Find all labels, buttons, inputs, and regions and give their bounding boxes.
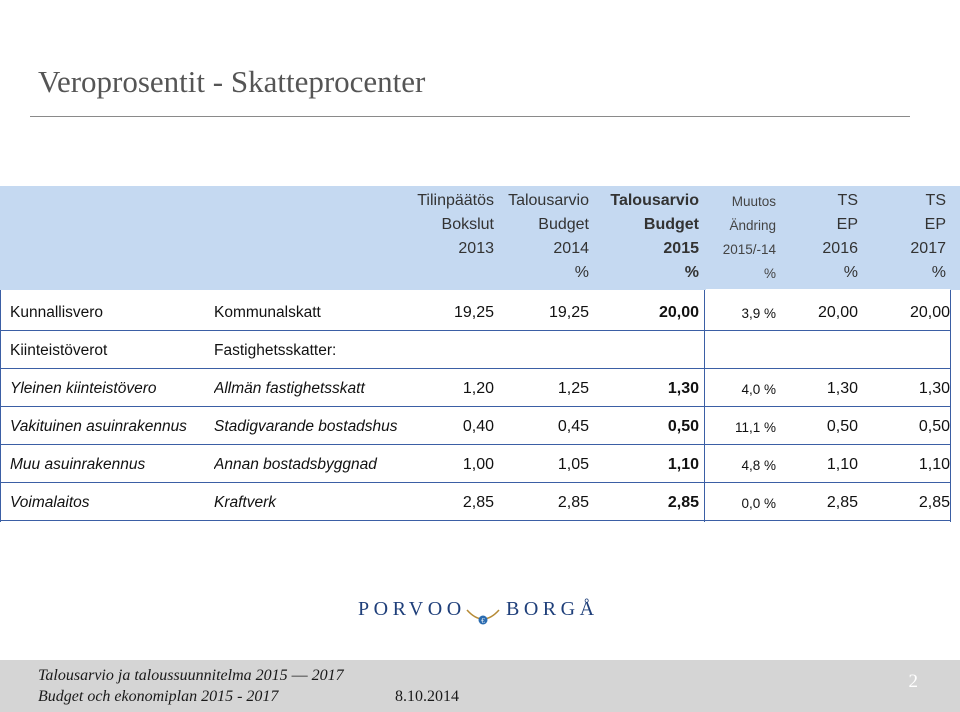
header-ts2016-line-1: TS (837, 192, 858, 209)
header-change-line-2: Ändring (729, 218, 776, 233)
header-change-line-1: Muutos (731, 194, 776, 209)
column-divider (704, 290, 705, 522)
header-ts2016-line-4: % (843, 264, 858, 281)
value-ts-2017: 2,85 (918, 494, 950, 511)
header-ts2017-line-1: TS (925, 192, 946, 209)
row-label-swedish: Kommunalskatt (214, 304, 321, 321)
table-row (0, 484, 960, 522)
svg-text:€: € (481, 617, 485, 625)
value-change: 4,8 % (741, 458, 776, 473)
value-2015: 20,00 (658, 304, 699, 321)
value-change: 3,9 % (741, 306, 776, 321)
page-number: 2 (908, 671, 918, 692)
header-budget2014-line-1: Talousarvio (508, 192, 589, 209)
header-budget2014-line-4: % (574, 264, 589, 281)
value-ts-2016: 1,30 (826, 380, 858, 397)
value-2015: 1,10 (667, 456, 699, 473)
footer-line-finnish: Talousarvio ja taloussuunnitelma 2015 ― 2017 (38, 667, 344, 684)
value-change: 4,0 % (741, 382, 776, 397)
row-label-finnish: Muu asuinrakennus (10, 456, 146, 473)
row-divider (0, 444, 950, 445)
header-divider (706, 289, 950, 290)
row-divider (0, 330, 950, 331)
logo-word-porvoo: PORVOO (358, 598, 466, 620)
footer-date: 8.10.2014 (395, 688, 459, 705)
column-divider (0, 290, 1, 522)
table-row (0, 332, 960, 370)
row-label-finnish: Kiinteistöverot (10, 342, 108, 359)
value-ts-2017: 1,10 (918, 456, 950, 473)
table-row (0, 370, 960, 408)
row-label-swedish: Annan bostadsbyggnad (214, 456, 377, 473)
footer-line-swedish: Budget och ekonomiplan 2015 - 2017 (38, 688, 279, 705)
value-2014: 2,85 (557, 494, 589, 511)
value-2013: 1,00 (462, 456, 494, 473)
value-2013: 1,20 (462, 380, 494, 397)
row-label-finnish: Voimalaitos (10, 494, 90, 511)
row-label-finnish: Kunnallisvero (10, 304, 104, 321)
header-ts2017-line-4: % (931, 264, 946, 281)
slide-title: Veroprosentit - Skatteprocenter (38, 64, 426, 99)
value-2013: 0,40 (462, 418, 494, 435)
header-ts2017-line-2: EP (924, 216, 946, 233)
header-budget2014-line-3: 2014 (553, 240, 589, 257)
table-row (0, 446, 960, 484)
row-divider (0, 520, 950, 521)
row-divider (0, 482, 950, 483)
header-ts2016-line-3: 2016 (822, 240, 858, 257)
value-2014: 19,25 (548, 304, 589, 321)
header-change-line-4: % (763, 266, 776, 281)
row-label-swedish: Stadigvarande bostadshus (214, 418, 398, 435)
table-header-band (0, 186, 960, 290)
title-divider (30, 116, 910, 117)
row-label-swedish: Allmän fastighetsskatt (214, 380, 365, 397)
header-change-line-3: 2015/-14 (722, 242, 776, 257)
value-ts-2017: 0,50 (918, 418, 950, 435)
header-bokslut-line-1: Tilinpäätös (417, 192, 494, 209)
value-2014: 1,25 (557, 380, 589, 397)
value-ts-2017: 20,00 (909, 304, 950, 321)
value-2014: 0,45 (557, 418, 589, 435)
row-label-swedish: Kraftverk (214, 494, 277, 511)
table-row (0, 294, 960, 332)
value-change: 11,1 % (734, 420, 776, 435)
logo-emblem-icon (463, 588, 503, 632)
row-divider (0, 406, 950, 407)
header-budget2015-line-3: 2015 (663, 240, 699, 257)
value-ts-2016: 20,00 (817, 304, 858, 321)
value-ts-2016: 2,85 (826, 494, 858, 511)
table-row (0, 408, 960, 446)
header-ts2017-line-3: 2017 (910, 240, 946, 257)
value-2015: 2,85 (667, 494, 699, 511)
row-label-swedish: Fastighetsskatter: (214, 342, 337, 359)
header-bokslut-line-2: Bokslut (441, 216, 494, 233)
header-budget2014-line-2: Budget (538, 216, 589, 233)
value-ts-2016: 1,10 (826, 456, 858, 473)
value-change: 0,0 % (741, 496, 776, 511)
column-divider (950, 290, 951, 522)
row-label-finnish: Vakituinen asuinrakennus (10, 418, 187, 435)
tax-rate-table (0, 186, 960, 511)
value-ts-2017: 1,30 (918, 380, 950, 397)
header-budget2015-line-2: Budget (643, 216, 699, 233)
row-divider (0, 368, 950, 369)
porvoo-borga-logo (358, 588, 608, 632)
header-ts2016-line-2: EP (836, 216, 858, 233)
value-2015: 1,30 (667, 380, 699, 397)
value-ts-2016: 0,50 (826, 418, 858, 435)
row-label-finnish: Yleinen kiinteistövero (10, 380, 157, 397)
header-budget2015-line-1: Talousarvio (610, 192, 699, 209)
value-2013: 19,25 (453, 304, 494, 321)
value-2014: 1,05 (557, 456, 589, 473)
header-bokslut-line-3: 2013 (458, 240, 494, 257)
value-2013: 2,85 (462, 494, 494, 511)
header-budget2015-line-4: % (684, 264, 699, 281)
value-2015: 0,50 (667, 418, 699, 435)
logo-word-borga: BORGÅ (506, 598, 599, 620)
